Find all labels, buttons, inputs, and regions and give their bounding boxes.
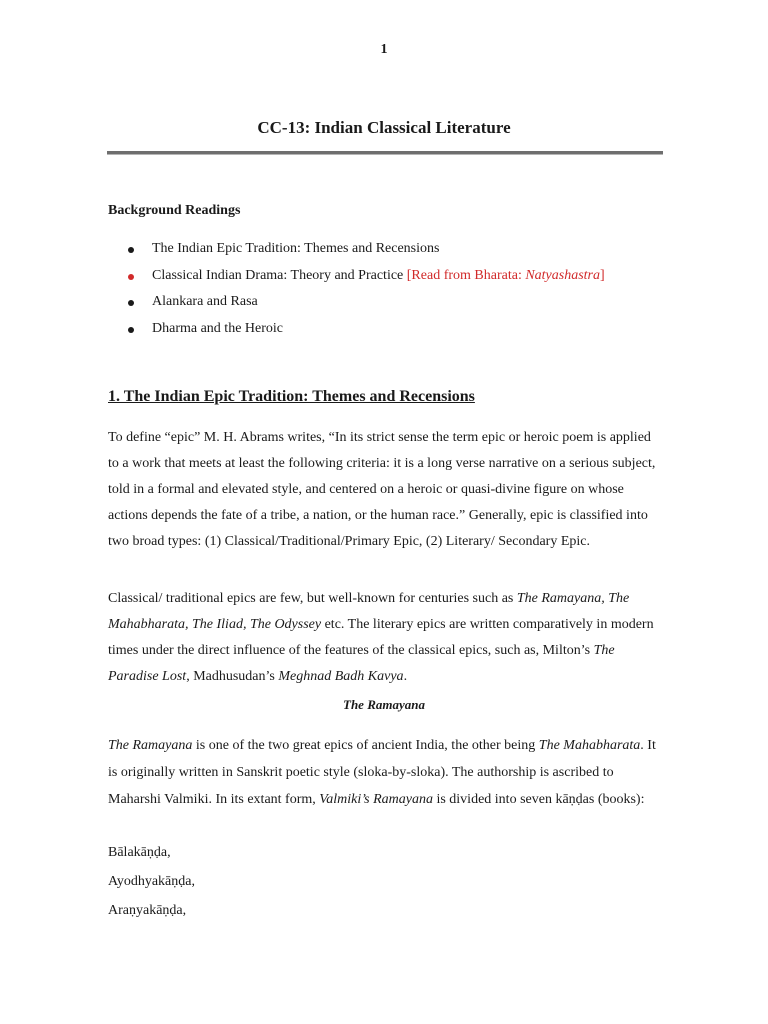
ramayana-paragraph — [108, 732, 660, 813]
epic-title: The Ramayana — [108, 738, 193, 753]
text-run: etc. The literary epics are written comparatively in modern times under the direct influence of the features of the classical epics, such as, Milton’s — [108, 617, 654, 658]
background-readings-heading: Background Readings — [108, 203, 241, 218]
text-run: , Madhusudan’s — [186, 669, 279, 684]
text-run: . — [403, 669, 408, 684]
epic-title: The Paradise Lost — [108, 643, 615, 684]
text-run: is divided into seven kāṇḍas (books): — [432, 792, 645, 807]
epic-title: The Mahabharata — [538, 738, 641, 753]
epic-titles: The Ramayana, The Mahabharata, The Iliad, The Odyssey — [108, 591, 630, 632]
reading-note-title: Natyashastra — [525, 267, 601, 283]
kanda-item: Bālakāṇḍa, — [108, 845, 171, 860]
bullet-icon — [128, 247, 134, 253]
text-run: is one of the two great epics of ancient India, the other being — [192, 738, 539, 753]
page-number: 1 — [380, 42, 388, 57]
epic-types-paragraph — [108, 586, 660, 690]
bullet-icon — [128, 274, 134, 280]
kanda-item: Araṇyakāṇḍa, — [108, 903, 187, 918]
list-item-text: Alankara and Rasa — [152, 294, 258, 309]
list-item — [128, 263, 605, 290]
list-item — [128, 289, 605, 316]
list-item-text: The Indian Epic Tradition: Themes and Recensions — [152, 241, 440, 256]
list-item — [128, 316, 605, 343]
list-item-text: Classical Indian Drama: Theory and Practice — [152, 267, 407, 283]
title-divider — [107, 151, 663, 155]
list-item — [128, 236, 605, 263]
ramayana-subheading: The Ramayana — [343, 697, 425, 712]
epic-definition-paragraph: To define “epic” M. H. Abrams writes, “In its strict sense the term epic or heroic poem is applied to a work that meets at least the following criteria: it is a long verse narrative on a serious subject, told in a formal and elevated style, and centered on a heroic or quasi-divine figure on whose actions depends the fate of a tribe, a nation, or the human race.” Generally, epic is classified into two broad types: (1) Classical/Traditional/Primary Epic, (2) Literary/ Secondary Epic. — [108, 430, 656, 549]
text-run: Classical/ traditional epics are few, but well-known for centuries such as — [108, 591, 517, 606]
document-title: CC-13: Indian Classical Literature — [257, 118, 511, 137]
epic-title: Valmiki’s Ramayana — [319, 792, 433, 807]
list-item-text: Dharma and the Heroic — [152, 320, 283, 336]
text-run: . It is originally written in Sanskrit poetic style (sloka-by-sloka). The authorship is ascribed to Maharshi Valmiki. In its extant form, — [108, 738, 656, 807]
reading-note: [Read from Bharata: — [406, 267, 526, 283]
background-readings-list — [128, 236, 605, 342]
kanda-item: Ayodhyakāṇḍa, — [108, 874, 195, 889]
bullet-icon — [128, 300, 134, 306]
bullet-icon — [128, 327, 134, 333]
section-heading: 1. The Indian Epic Tradition: Themes and Recensions — [108, 388, 475, 405]
epic-title: Meghnad Badh Kavya — [278, 669, 404, 684]
reading-note-end: ] — [600, 267, 605, 283]
